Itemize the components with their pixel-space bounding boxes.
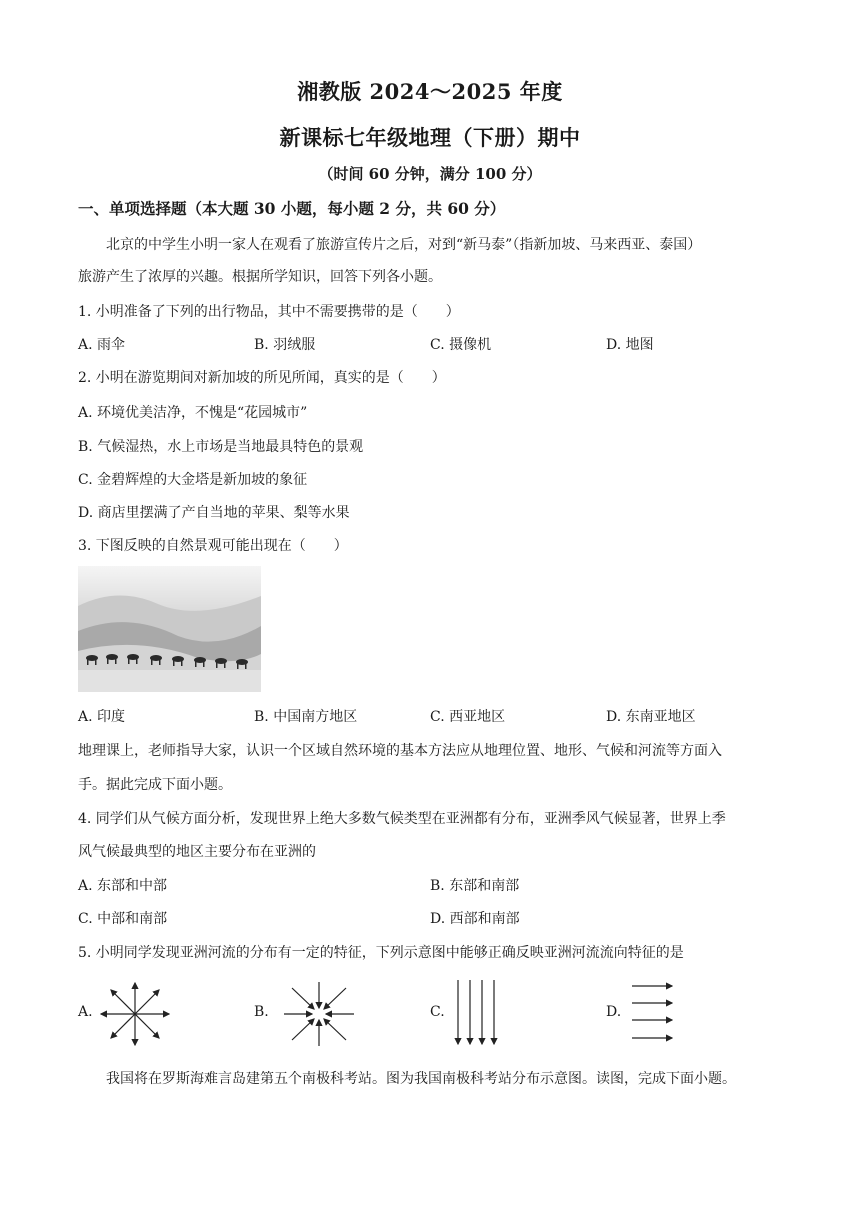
question-2-option-d: D. 商店里摆满了产自当地的苹果、梨等水果 [78, 505, 350, 521]
question-4-option-c: C. 中部和南部 [78, 911, 168, 927]
question-4-stem-line-1: 4. 同学们从气候方面分析，发现世界上绝大多数气候类型在亚洲都有分布，亚洲季风气候显著，世界上季 [78, 811, 726, 827]
question-1-stem: 1. 小明准备了下列的出行物品，其中不需要携带的是（ ） [78, 304, 460, 320]
question-3-stem: 3. 下图反映的自然景观可能出现在（ ） [78, 538, 348, 554]
title-line-1: 湘教版 2024～2025 年度 [297, 79, 563, 104]
question-4-option-b: B. 东部和南部 [430, 878, 520, 894]
question-2-stem: 2. 小明在游览期间对新加坡的所见所闻，真实的是（ ） [78, 370, 446, 386]
question-3-option-a: A. 印度 [78, 709, 126, 725]
question-1-option-a: A. 雨伞 [78, 337, 126, 353]
question-2-option-b: B. 气候湿热，水上市场是当地最具特色的景观 [78, 439, 364, 455]
question-5-option-d-label: D. [606, 1004, 622, 1020]
question-5-stem: 5. 小明同学发现亚洲河流的分布有一定的特征，下列示意图中能够正确反映亚洲河流流向特征的是 [78, 945, 684, 961]
parallel-downward-arrows-icon [452, 978, 500, 1050]
question-3-option-b: B. 中国南方地区 [254, 709, 358, 725]
intro-paragraph-2-line-1: 地理课上，老师指导大家，认识一个区域自然环境的基本方法应从地理位置、地形、气候和河流等方面入 [78, 743, 722, 759]
question-1-option-d: D. 地图 [606, 337, 654, 353]
question-4-stem-line-2: 风气候最典型的地区主要分布在亚洲的 [78, 844, 316, 860]
question-4-option-a: A. 东部和中部 [78, 878, 168, 894]
question-3-option-d: D. 东南亚地区 [606, 709, 696, 725]
exam-time-note: （时间 60 分钟，满分 100 分） [318, 165, 542, 183]
intro-paragraph-2-line-2: 手。据此完成下面小题。 [78, 777, 232, 793]
question-5-option-c-label: C. [430, 1004, 445, 1020]
intro-paragraph-3-line-1: 我国将在罗斯海难言岛建第五个南极科考站。图为我国南极科考站分布示意图。读图，完成下面小题。 [106, 1071, 736, 1087]
question-5-option-b-label: B. [254, 1004, 269, 1020]
question-1-option-b: B. 羽绒服 [254, 337, 316, 353]
desert-dunes-illustration [78, 566, 261, 692]
question-1-option-c: C. 摄像机 [430, 337, 492, 353]
parallel-rightward-arrows-icon [630, 980, 678, 1048]
desert-camel-caravan-photo [78, 566, 261, 692]
question-2-option-a: A. 环境优美洁净，不愧是“花园城市” [78, 405, 308, 421]
question-2-option-c: C. 金碧辉煌的大金塔是新加坡的象征 [78, 472, 308, 488]
question-4-option-d: D. 西部和南部 [430, 911, 520, 927]
title-line-2: 新课标七年级地理（下册）期中 [279, 125, 581, 150]
intro-paragraph-1-line-2: 旅游产生了浓厚的兴趣。根据所学知识，回答下列各小题。 [78, 269, 442, 285]
section-heading: 一、单项选择题（本大题 30 小题，每小题 2 分，共 60 分） [78, 199, 506, 218]
question-5-option-a-label: A. [78, 1004, 93, 1020]
outward-radial-arrows-icon [98, 980, 172, 1048]
inward-radial-arrows-icon [282, 980, 356, 1048]
intro-paragraph-1-line-1: 北京的中学生小明一家人在观看了旅游宣传片之后，对到“新马泰”（指新加坡、马来西亚、泰国） [106, 237, 702, 253]
question-3-option-c: C. 西亚地区 [430, 709, 506, 725]
